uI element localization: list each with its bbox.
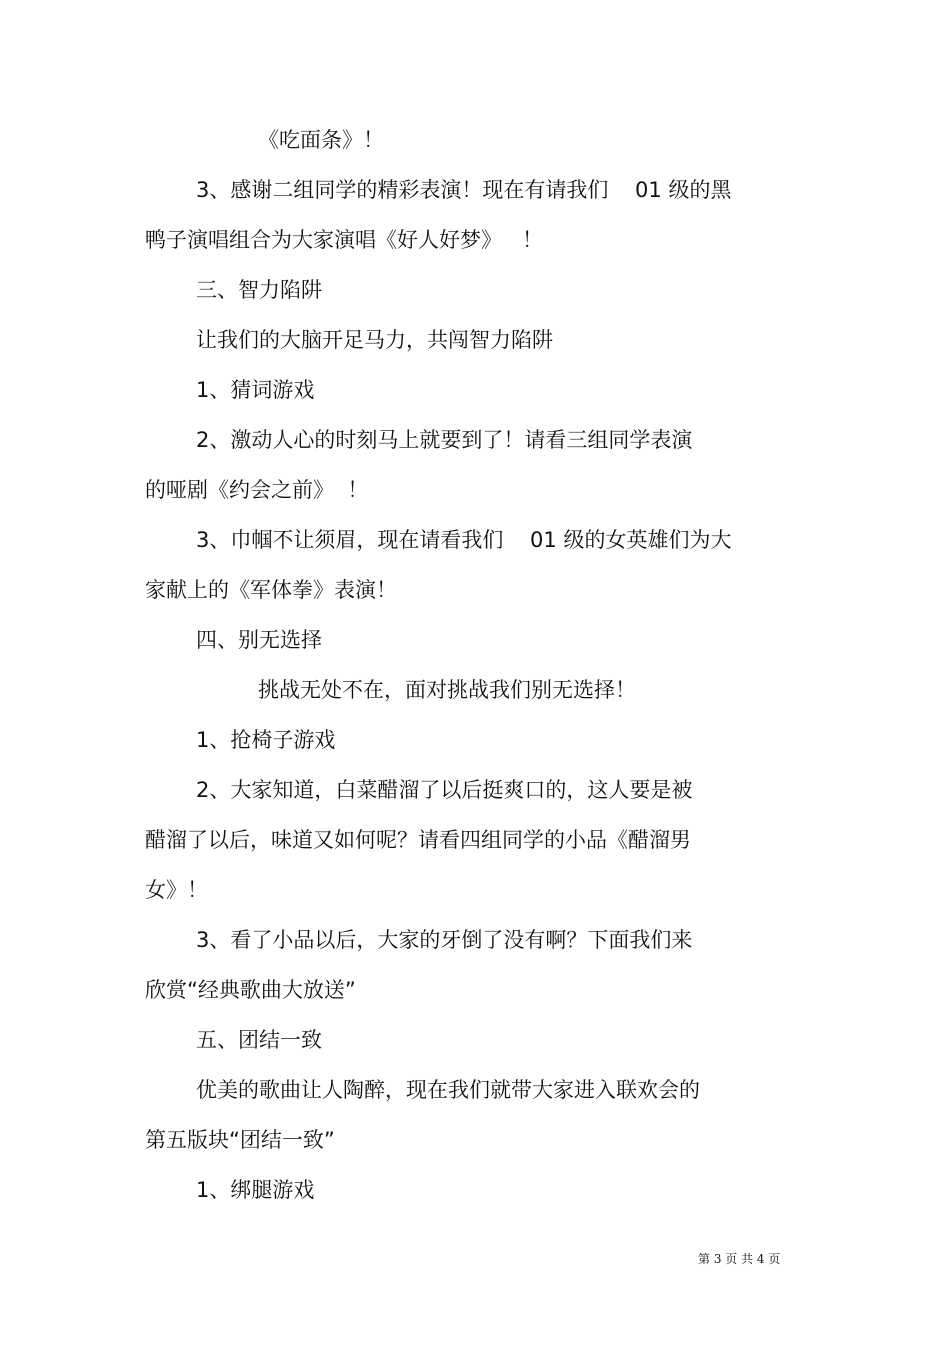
text-line: 醋溜了以后，味道又如何呢？请看四组同学的小品《醋溜男: [145, 828, 691, 852]
section-heading: 四、别无选择: [196, 628, 322, 652]
text-line: 1、猜词游戏: [196, 378, 315, 402]
text-line: 3、感谢二组同学的精彩表演！现在有请我们 01 级的黑: [196, 178, 732, 202]
text-line: 优美的歌曲让人陶醉，现在我们就带大家进入联欢会的: [196, 1078, 700, 1102]
text-line: 2、大家知道，白菜醋溜了以后挺爽口的，这人要是被: [196, 778, 693, 802]
text-line: 3、看了小品以后，大家的牙倒了没有啊？下面我们来: [196, 928, 693, 952]
section-heading: 五、团结一致: [196, 1028, 322, 1052]
page-number-footer: 第 3 页 共 4 页: [698, 1252, 781, 1266]
text-line: 1、绑腿游戏: [196, 1178, 315, 1202]
text-line: 让我们的大脑开足马力，共闯智力陷阱: [196, 328, 553, 352]
text-line: 1、抢椅子游戏: [196, 728, 336, 752]
text-line: 鸭子演唱组合为大家演唱《好人好梦》 ！: [145, 228, 544, 252]
text-line: 的哑剧《约会之前》 ！: [145, 478, 369, 502]
text-line: 欣赏“经典歌曲大放送”: [145, 978, 356, 1002]
text-line: 家献上的《军体拳》表演！: [145, 578, 397, 602]
text-line: 《吃面条》！: [258, 128, 384, 152]
text-line: 第五版块“团结一致”: [145, 1128, 335, 1152]
text-line: 3、巾帼不让须眉，现在请看我们 01 级的女英雄们为大: [196, 528, 732, 552]
text-line: 2、激动人心的时刻马上就要到了！请看三组同学表演: [196, 428, 693, 452]
text-line: 女》！: [145, 878, 208, 902]
text-line: 挑战无处不在，面对挑战我们别无选择！: [258, 678, 636, 702]
section-heading: 三、智力陷阱: [196, 278, 322, 302]
